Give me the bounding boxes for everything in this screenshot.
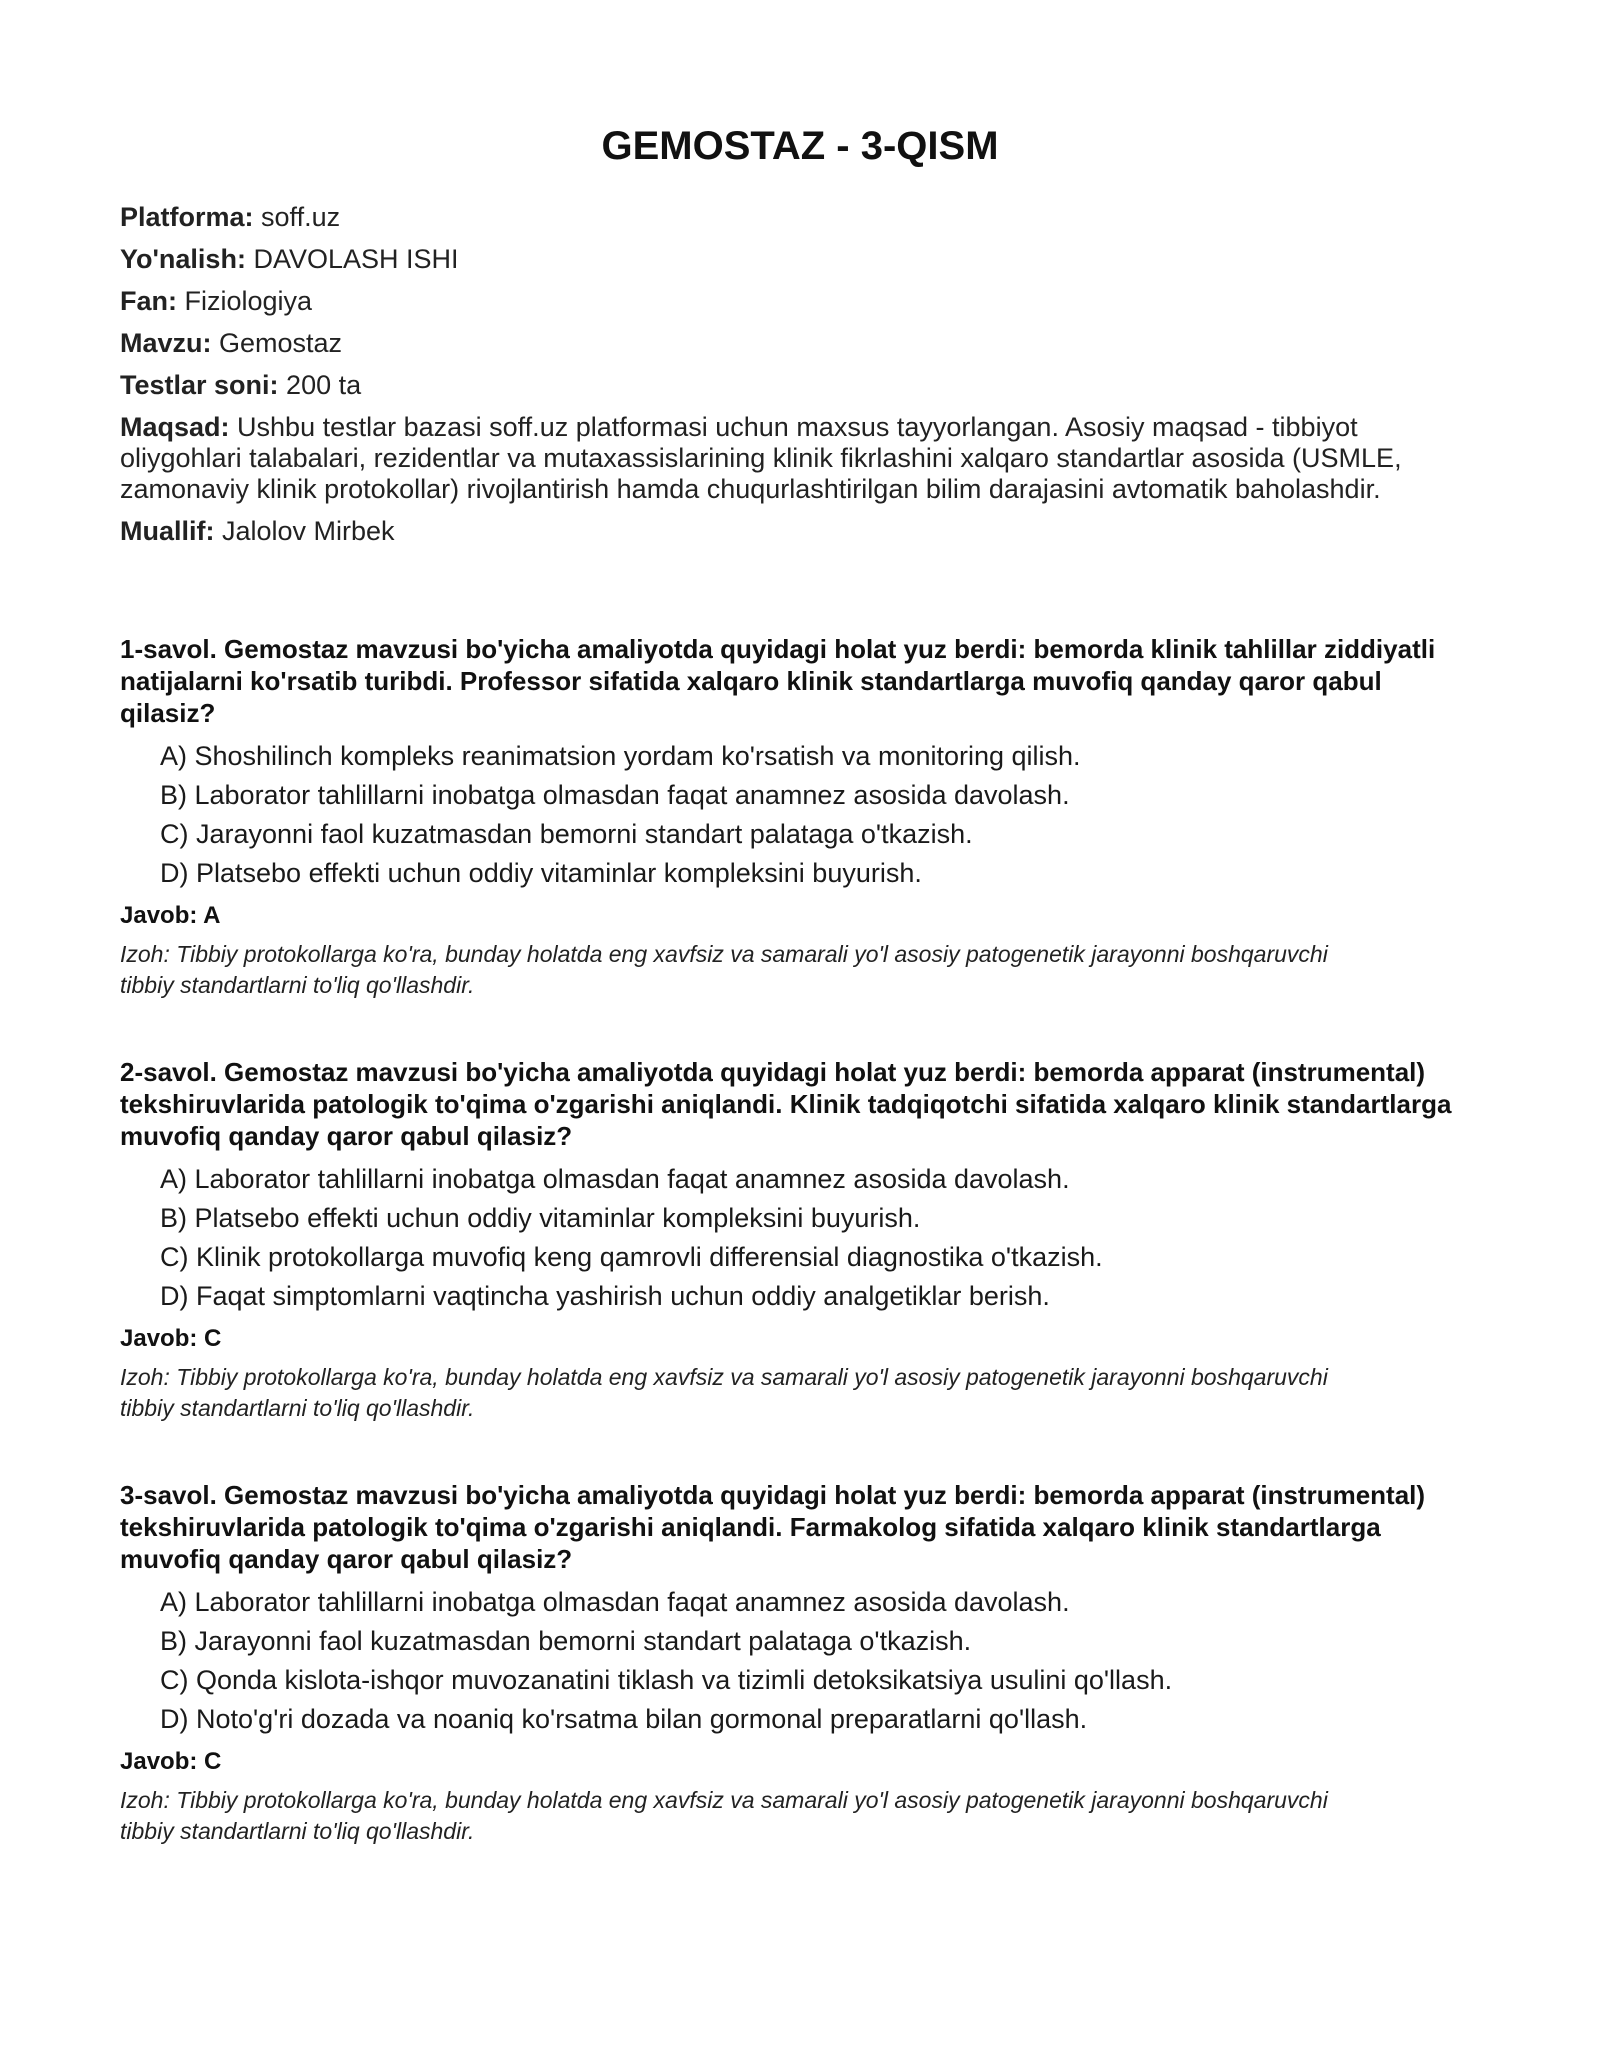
correct-answer: Javob: C	[120, 1748, 222, 1775]
meta-label: Yo'nalish:	[120, 244, 246, 274]
meta-label: Testlar soni:	[120, 370, 279, 400]
meta-value: Gemostaz	[211, 328, 343, 358]
meta-platform	[120, 202, 1480, 233]
explanation-note: Izoh: Tibbiy protokollarga ko'ra, bunday holatda eng xavfsiz va samarali yo'l asosiy patogenetik jarayonni boshqaruvchi tibbiy standartlarni to'liq qo'llashdir.	[120, 1364, 1328, 1421]
meta-value: Ushbu testlar bazasi soff.uz platformasi uchun maxsus tayyorlangan. Asosiy maqsad - tibbiyot oliygohlari talabalari, rezidentlar va mutaxassislarining klinik fikrlashini xalqaro standartlar asosida (USMLE, zamonaviy klinik protokollar) rivojlantirish hamda chuqurlashtirilgan bilim darajasini avtomatik baholashdir.	[120, 412, 1402, 504]
meta-value: soff.uz	[253, 202, 341, 232]
meta-label: Maqsad:	[120, 412, 230, 442]
answer-options	[120, 741, 1480, 889]
correct-answer: Javob: C	[120, 1325, 222, 1352]
option-b: B) Platsebo effekti uchun oddiy vitaminlar kompleksini buyurish.	[160, 1203, 921, 1233]
question-1	[120, 633, 1480, 1001]
meta-test-count	[120, 370, 1480, 401]
question-text: 1-savol. Gemostaz mavzusi bo'yicha amaliyotda quyidagi holat yuz berdi: bemorda klinik tahlillar ziddiyatli natijalarni ko'rsatib turibdi. Professor sifatida xalqaro klinik standartlarga muvofiq qanday qaror qabul qilasiz?	[120, 634, 1436, 728]
meta-direction	[120, 244, 1480, 275]
option-c: C) Qonda kislota-ishqor muvozanatini tiklash va tizimli detoksikatsiya usulini qo'llash.	[160, 1665, 1173, 1695]
option-d: D) Noto'g'ri dozada va noaniq ko'rsatma bilan gormonal preparatlarni qo'llash.	[160, 1704, 1088, 1734]
meta-label: Platforma:	[120, 202, 254, 232]
option-c: C) Klinik protokollarga muvofiq keng qamrovli differensial diagnostika o'tkazish.	[160, 1242, 1103, 1272]
option-b: B) Jarayonni faol kuzatmasdan bemorni standart palataga o'tkazish.	[160, 1626, 972, 1656]
question-3	[120, 1479, 1480, 1847]
correct-answer: Javob: A	[120, 902, 221, 929]
meta-purpose	[120, 412, 1480, 505]
questions-list	[120, 633, 1480, 1847]
option-b: B) Laborator tahlillarni inobatga olmasdan faqat anamnez asosida davolash.	[160, 780, 1070, 810]
explanation-note: Izoh: Tibbiy protokollarga ko'ra, bunday holatda eng xavfsiz va samarali yo'l asosiy patogenetik jarayonni boshqaruvchi tibbiy standartlarni to'liq qo'llashdir.	[120, 941, 1328, 998]
meta-subject	[120, 286, 1480, 317]
answer-options	[120, 1164, 1480, 1312]
option-a: A) Shoshilinch kompleks reanimatsion yordam ko'rsatish va monitoring qilish.	[160, 741, 1081, 771]
meta-topic	[120, 328, 1480, 359]
meta-label: Muallif:	[120, 516, 215, 546]
option-d: D) Faqat simptomlarni vaqtincha yashirish uchun oddiy analgetiklar berish.	[160, 1281, 1050, 1311]
question-text: 2-savol. Gemostaz mavzusi bo'yicha amaliyotda quyidagi holat yuz berdi: bemorda apparat (instrumental) tekshiruvlarida patologik to'qima o'zgarishi aniqlandi. Klinik tadqiqotchi sifatida xalqaro klinik standartlarga muvofiq qanday qaror qabul qilasiz?	[120, 1057, 1452, 1151]
meta-value: Fiziologiya	[177, 286, 313, 316]
meta-author	[120, 516, 1480, 547]
option-a: A) Laborator tahlillarni inobatga olmasdan faqat anamnez asosida davolash.	[160, 1587, 1070, 1617]
question-text: 3-savol. Gemostaz mavzusi bo'yicha amaliyotda quyidagi holat yuz berdi: bemorda apparat (instrumental) tekshiruvlarida patologik to'qima o'zgarishi aniqlandi. Farmakolog sifatida xalqaro klinik standartlarga muvofiq qanday qaror qabul qilasiz?	[120, 1480, 1426, 1574]
meta-label: Fan:	[120, 286, 177, 316]
option-c: C) Jarayonni faol kuzatmasdan bemorni standart palataga o'tkazish.	[160, 819, 973, 849]
option-d: D) Platsebo effekti uchun oddiy vitaminlar kompleksini buyurish.	[160, 858, 922, 888]
explanation-note: Izoh: Tibbiy protokollarga ko'ra, bunday holatda eng xavfsiz va samarali yo'l asosiy patogenetik jarayonni boshqaruvchi tibbiy standartlarni to'liq qo'llashdir.	[120, 1787, 1328, 1844]
meta-value: 200 ta	[278, 370, 362, 400]
question-2	[120, 1056, 1480, 1424]
document-title: GEMOSTAZ - 3-QISM	[601, 124, 999, 168]
meta-value: Jalolov Mirbek	[214, 516, 395, 546]
meta-value: DAVOLASH ISHI	[245, 244, 459, 274]
meta-label: Mavzu:	[120, 328, 212, 358]
answer-options	[120, 1587, 1480, 1735]
option-a: A) Laborator tahlillarni inobatga olmasdan faqat anamnez asosida davolash.	[160, 1164, 1070, 1194]
metadata-block	[120, 202, 1480, 547]
document-page	[120, 0, 1480, 1902]
